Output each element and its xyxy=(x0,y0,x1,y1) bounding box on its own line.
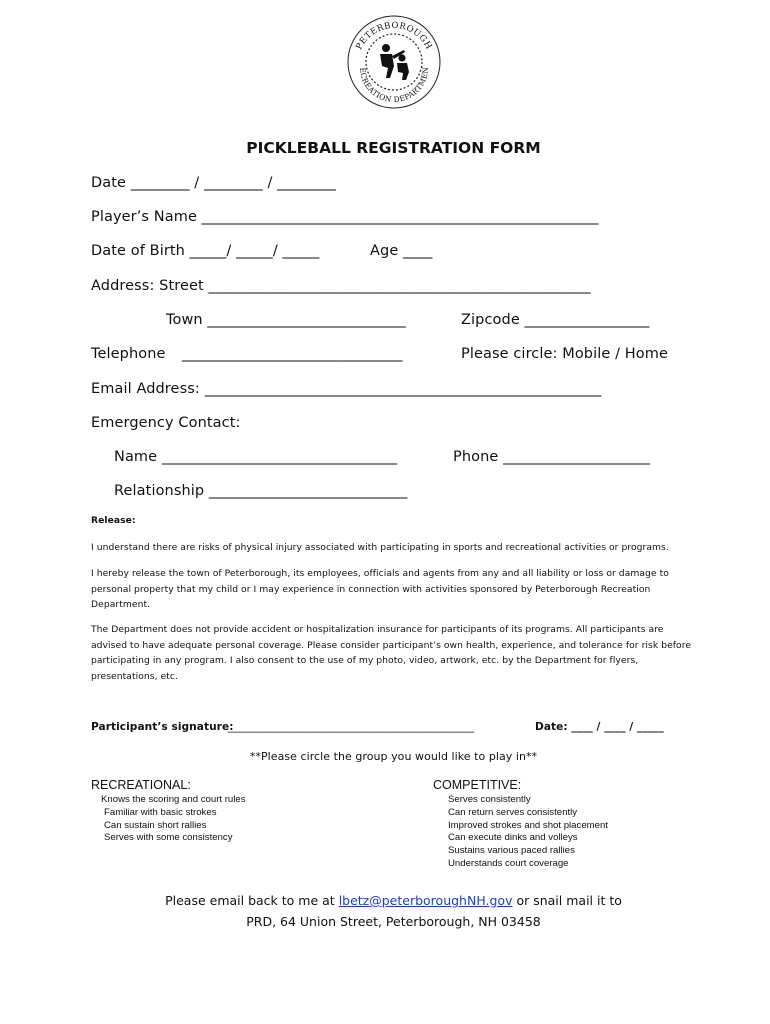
release-paragraph-2-line: personal property that my child or I may experience in connection with activities sponsored by Peterborough Recreation xyxy=(91,583,651,595)
footer-email-link[interactable]: lbetz@peterboroughNH.gov xyxy=(338,893,513,908)
footer-line-1 xyxy=(0,893,770,908)
emergency-relationship-field[interactable]: Relationship ___________________________ xyxy=(114,483,408,499)
list-item: Sustains various paced rallies xyxy=(448,845,575,857)
telephone-label: Telephone xyxy=(91,346,166,362)
release-paragraph-2-line: I hereby release the town of Peterborough, its employees, officials and agents from any and all liability or loss or damage to xyxy=(91,568,669,579)
form-title: PICKLEBALL REGISTRATION FORM xyxy=(246,139,541,157)
signature-date-field[interactable]: Date: ____ / ____ / _____ xyxy=(535,721,664,733)
list-item: Can execute dinks and volleys xyxy=(448,832,578,844)
footer-suffix: or snail mail it to xyxy=(516,893,622,908)
list-item: Familiar with basic strokes xyxy=(104,806,217,818)
list-item: Serves consistently xyxy=(448,794,531,805)
age-field[interactable]: Age ____ xyxy=(370,243,433,259)
emergency-phone-field[interactable]: Phone ____________________ xyxy=(453,449,651,465)
recreational-list xyxy=(101,794,246,845)
footer-address: PRD, 64 Union Street, Peterborough, NH 03458 xyxy=(246,914,541,929)
signature-field[interactable]: ______________________________________________ xyxy=(228,721,474,733)
competitive-list xyxy=(448,794,608,871)
release-paragraph-3-line: advised to have adequate personal coverage. Please consider participant’s own health, experience, and tolerance for risk before xyxy=(91,639,692,651)
release-paragraph-3-line: The Department does not provide accident or hospitalization insurance for participants of its programs. All participants are xyxy=(91,624,664,635)
list-item: Serves with some consistency xyxy=(104,832,233,844)
svg-text:PETERBOROUGH: PETERBOROUGH xyxy=(354,20,434,52)
list-item: Understands court coverage xyxy=(448,857,569,869)
emergency-contact-heading: Emergency Contact: xyxy=(91,415,241,431)
zipcode-field[interactable]: Zipcode _________________ xyxy=(461,312,650,328)
release-paragraph-2-line: Department. xyxy=(91,599,151,611)
date-of-birth-field[interactable]: Date of Birth _____/ _____/ _____ xyxy=(91,243,320,259)
emergency-name-field[interactable]: Name ________________________________ xyxy=(114,449,398,465)
signature-label: Participant’s signature: xyxy=(91,721,234,733)
group-prompt: **Please circle the group you would like to play in** xyxy=(249,750,538,763)
release-paragraph-3 xyxy=(91,622,691,684)
competitive-heading[interactable]: COMPETITIVE: xyxy=(433,778,522,792)
release-paragraph-3-line: presentations, etc. xyxy=(91,670,178,682)
recreational-heading[interactable]: RECREATIONAL: xyxy=(91,778,191,792)
release-heading: Release: xyxy=(91,515,136,526)
recreation-department-seal-icon xyxy=(346,14,442,110)
release-paragraph-1: I understand there are risks of physical injury associated with participating in sports and recreational activities or programs. xyxy=(91,542,669,553)
logo xyxy=(346,14,442,110)
street-field[interactable]: Address: Street ____________________________________________________ xyxy=(91,278,591,294)
phone-type-choice[interactable]: Please circle: Mobile / Home xyxy=(461,346,669,362)
list-item: Can sustain short rallies xyxy=(104,819,207,831)
list-item: Can return serves consistently xyxy=(448,806,578,818)
svg-text:RECREATION DEPARTMENT: ECREATION DEPARTMEN xyxy=(357,66,431,105)
footer-prefix: Please email back to me at xyxy=(165,893,335,908)
list-item: Knows the scoring and court rules xyxy=(101,794,246,805)
players-name-field[interactable]: Player’s Name ______________________________________________________ xyxy=(91,209,599,225)
release-paragraph-3-line: participating in any program. I also consent to the use of my photo, video, artwork, etc. by the Department for flyers, xyxy=(91,655,639,667)
date-field[interactable]: Date ________ / ________ / ________ xyxy=(91,175,336,191)
town-field[interactable]: Town ___________________________ xyxy=(166,312,406,328)
telephone-field[interactable]: ______________________________ xyxy=(182,346,403,362)
email-field[interactable]: Email Address: ______________________________________________________ xyxy=(91,381,602,397)
list-item: Improved strokes and shot placement xyxy=(448,819,608,831)
release-paragraph-2 xyxy=(91,566,669,613)
